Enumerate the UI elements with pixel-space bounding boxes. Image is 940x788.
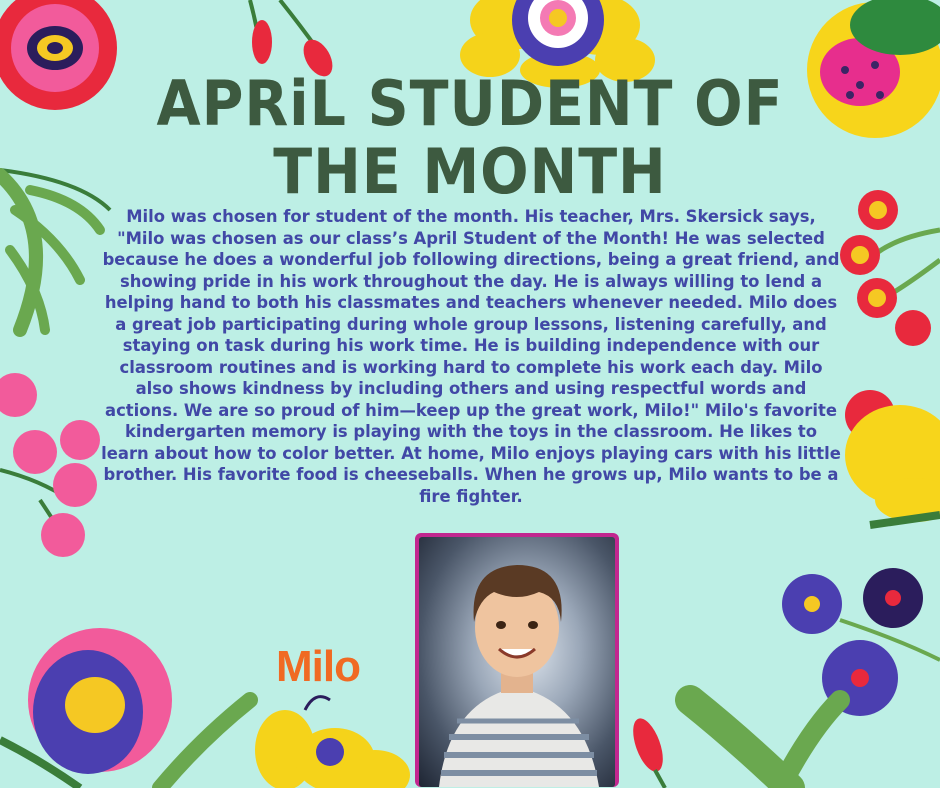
blue-flowers-right	[782, 568, 940, 716]
photo-frame	[415, 533, 619, 787]
student-description: Milo was chosen for student of the month. His teacher, Mrs. Skersick says, "Milo was chosen as our class’s April Student of the Month! He was selected because he does a wonderful job following directions, being a great friend, and showing pride in his work throughout the day. He is always willing to lend a helping hand to both his classmates and teachers whenever needed. Milo does a great job participating during whole group lessons, listening carefully, and staying on task during his work time. He is building independence with our classroom routines and is working hard to complete his work each day. Milo also shows kindness by including others and using respectful words and actions. We are so proud of him—keep up the great work, Milo!" Milo's favorite kindergarten memory is playing with the toys in the classroom. He likes to learn about how to color better. At home, Milo enjoys playing cars with his little brother. His favorite food is cheeseballs. When he grows up, Milo wants to be a fire fighter.	[101, 207, 841, 506]
yellow-flower-bottom	[255, 697, 410, 788]
student-portrait	[419, 537, 615, 787]
yellow-flower-right	[845, 390, 940, 525]
yellow-flower-top-right	[807, 0, 940, 138]
green-leaf-left	[0, 170, 110, 330]
purple-flower-bottom-left	[0, 628, 250, 788]
pink-flowers-left	[0, 373, 100, 557]
page-title	[148, 67, 792, 208]
portrait-illustration	[419, 537, 615, 787]
red-buds-right	[840, 190, 940, 346]
red-flower-top-left	[0, 0, 117, 110]
title-line-1: APRiL STUDENT OF	[156, 67, 784, 140]
student-name: Milo	[276, 642, 360, 691]
green-leaves-bottom-right	[627, 700, 840, 788]
title-line-2: THE MONTH	[273, 135, 667, 208]
